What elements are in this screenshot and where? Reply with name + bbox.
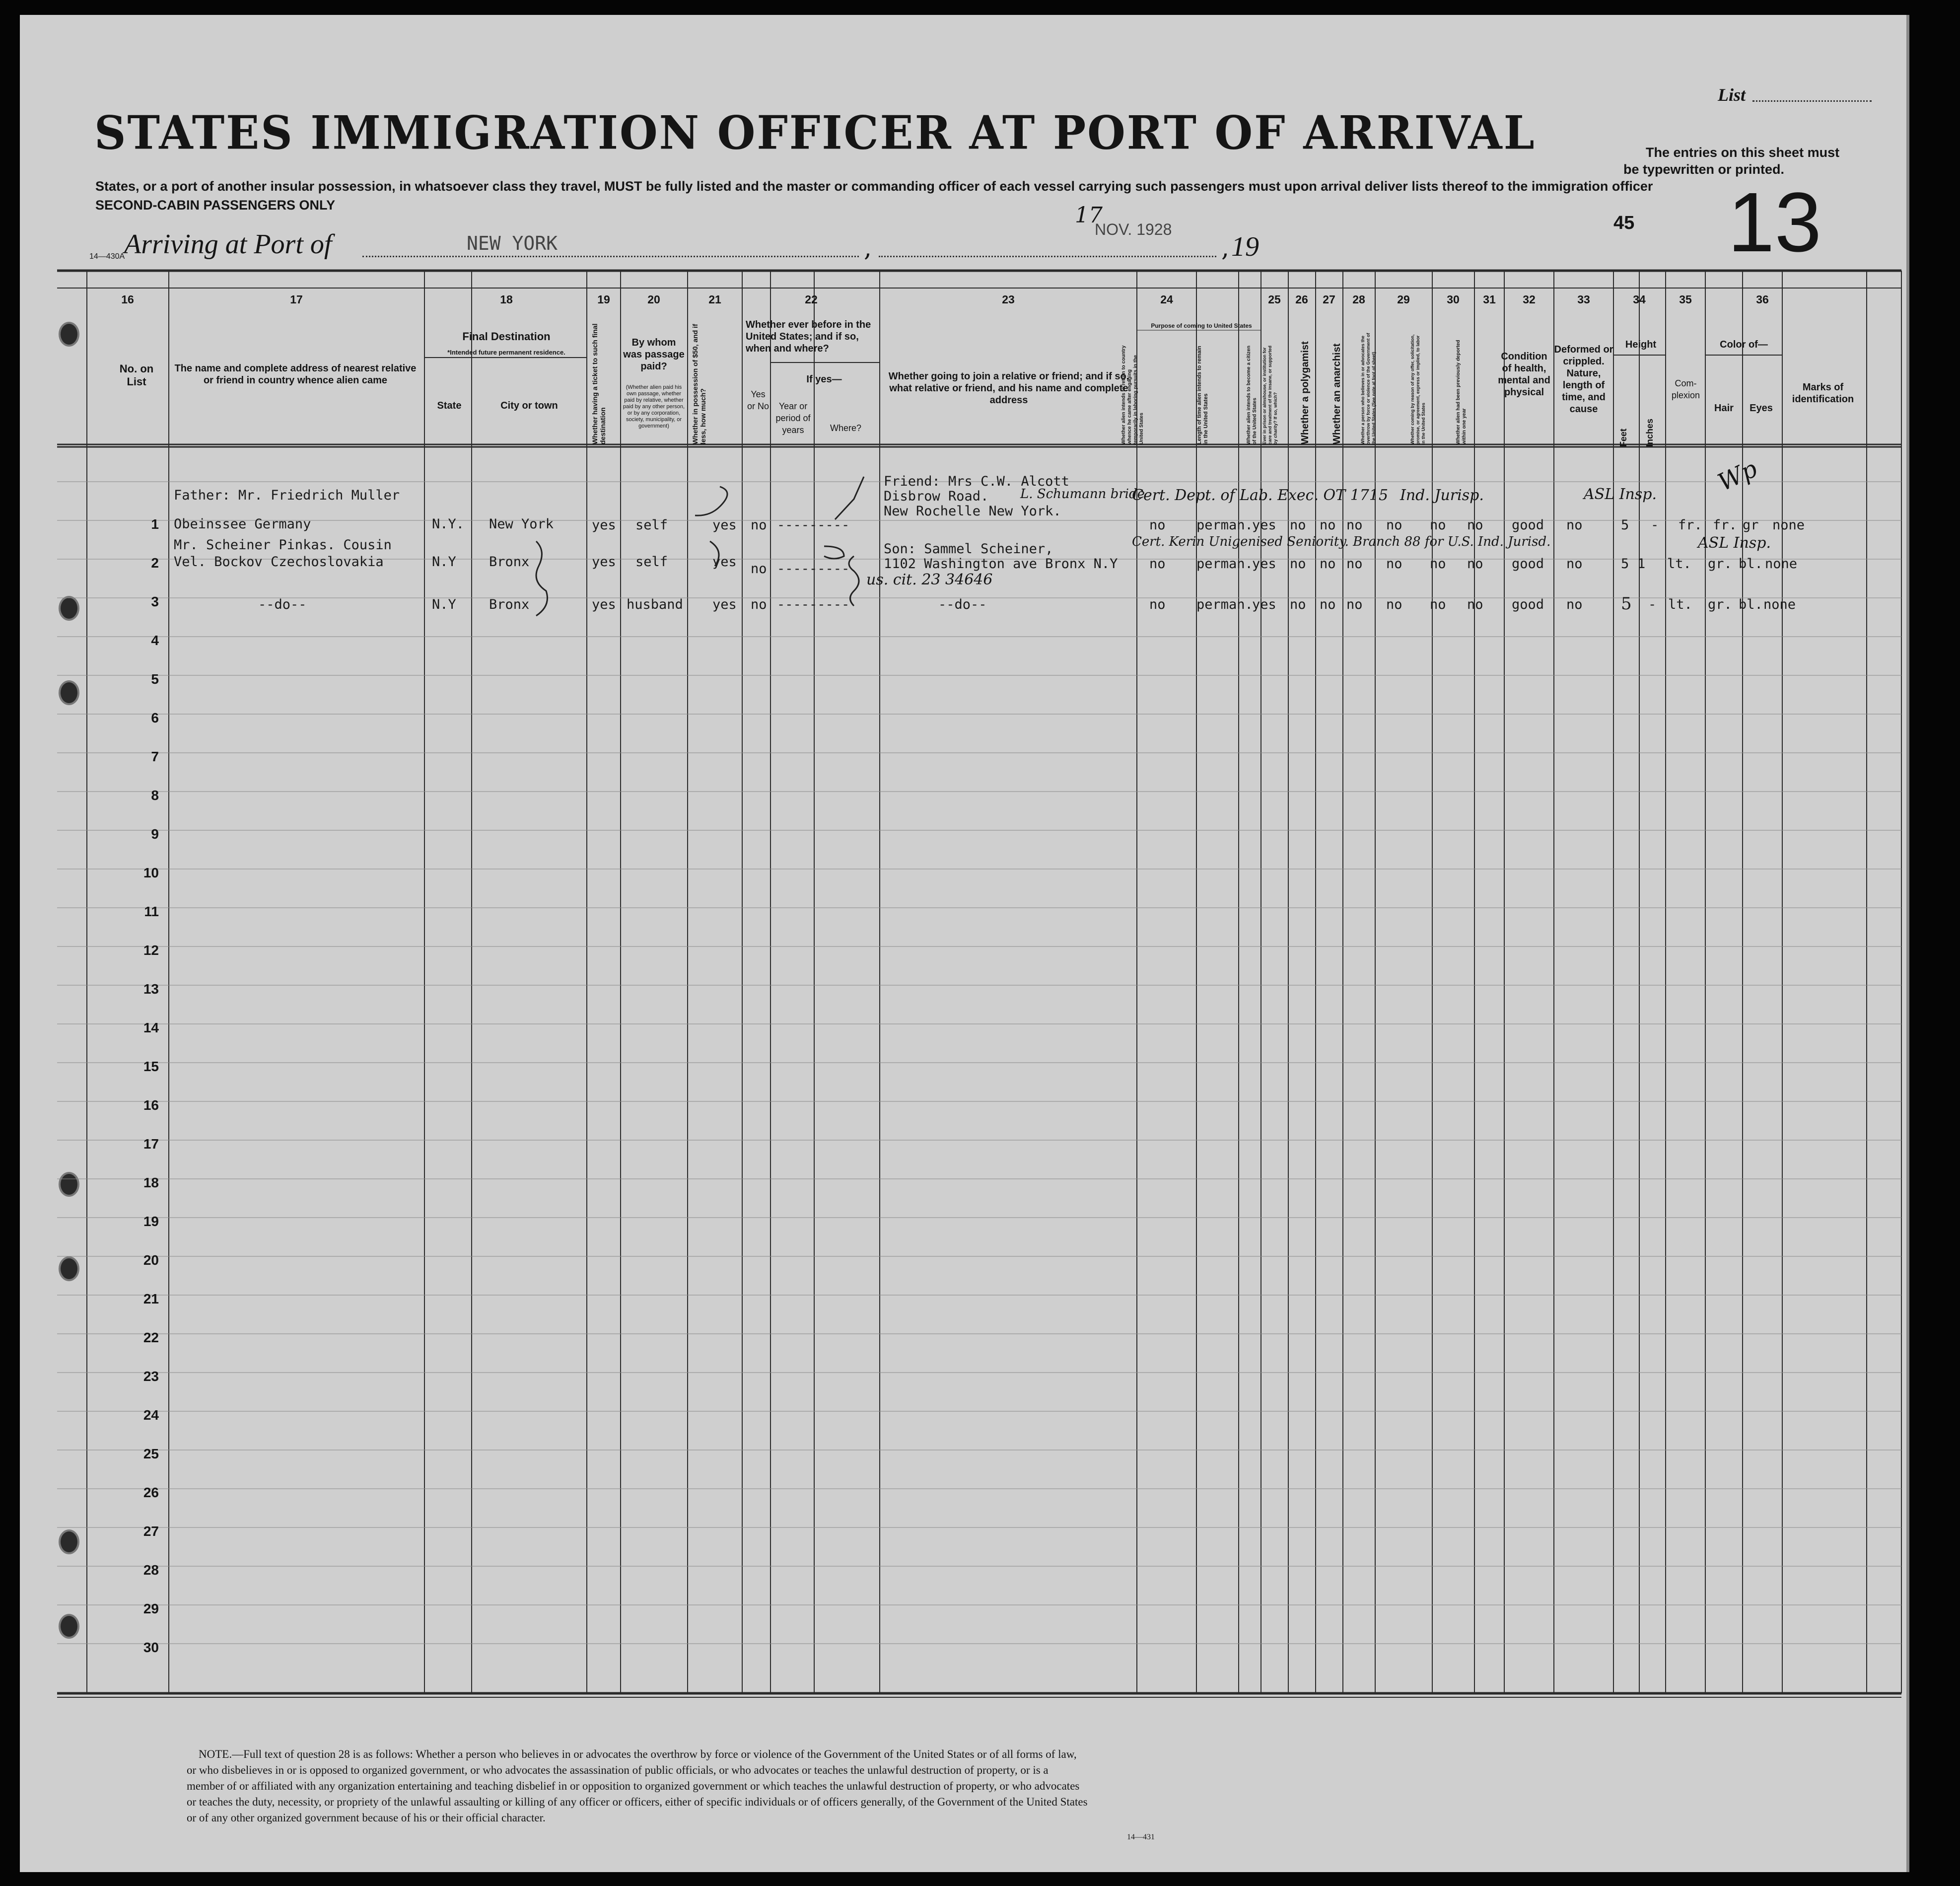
column-number-21: 21 (708, 293, 721, 306)
header-c33-inches: Inches (1645, 418, 1655, 447)
r3-feet: 5 (1621, 594, 1632, 614)
column-number-35: 35 (1679, 293, 1692, 306)
r3-ticket: yes (592, 597, 616, 612)
r2-marks: none (1765, 556, 1798, 572)
column-number-30: 30 (1447, 293, 1460, 306)
r2-offer: no (1430, 556, 1446, 572)
header-c36: Marks of identification (1792, 382, 1854, 405)
header-c29: Whether coming by reason of any offer, solicitation, promise, or agreement, express or implied, to labor in the United States (1410, 334, 1426, 444)
r2-before: no (751, 561, 767, 577)
r3-eyes: bl. (1739, 597, 1763, 612)
r3-health: good (1512, 597, 1544, 612)
r1-deformed: no (1566, 517, 1583, 533)
header-c24: Purpose of coming to United States (1151, 322, 1252, 329)
page-title: STATES IMMIGRATION OFFICER AT PORT OF ARRIVAL (94, 105, 1536, 160)
r3-money: yes (712, 597, 737, 612)
row-number-2: 2 (151, 555, 159, 571)
r1-complexion: fr. (1678, 517, 1702, 533)
header-c30: Whether alien had been previously deported within one year (1456, 340, 1467, 444)
r2-citizen: yes (1252, 556, 1276, 572)
header-c20-note: (Whether alien paid his own passage, whether paid by relative, whether paid by any other person, or by any corporation, society, municipality, or government) (623, 384, 685, 429)
column-number-32: 32 (1523, 293, 1536, 306)
row-number-15: 15 (143, 1059, 159, 1074)
header-c18-note: *Intended future permanent residence. (447, 349, 565, 356)
r1-anarchist: no (1346, 517, 1363, 533)
header-c34: Com-plexion (1671, 378, 1700, 400)
row-number-5: 5 (151, 671, 159, 687)
column-number-34: 34 (1633, 293, 1646, 306)
list-number: 13 (1728, 175, 1822, 270)
form-code: 14—430A (89, 252, 125, 261)
row-number-30: 30 (143, 1640, 159, 1655)
r2-city: Bronx (489, 554, 530, 570)
row-number-24: 24 (143, 1407, 159, 1423)
r2-length: perman. (1196, 556, 1253, 572)
r3-deported: no (1467, 597, 1483, 612)
footer-form-code: 14—431 (1127, 1833, 1155, 1841)
r1-offer: no (1430, 517, 1446, 533)
r3-offer: no (1430, 597, 1446, 612)
r1-hair: fr. (1713, 517, 1737, 533)
row-number-12: 12 (143, 943, 159, 958)
row-number-25: 25 (143, 1446, 159, 1461)
r1-feet: 5 (1621, 517, 1629, 533)
header-c24b: Length of time alien intends to remain in the United States (1196, 346, 1209, 444)
r2-join-2: 1102 Washington ave Bronx N.Y (884, 556, 1118, 572)
r1-inches: - (1651, 517, 1659, 533)
row-number-16: 16 (143, 1097, 159, 1113)
row1-inspector-note-b: Ind. Jurisp. (1400, 487, 1484, 504)
footer-note-line: or of any other organized government because of his or their official character. (187, 1812, 546, 1824)
footer-note-line: or who disbelieves in or is opposed to organized government, or who advocates the assassination of public officials, or who advocates or teaches the unlawful destruction of property, or is a (187, 1764, 1049, 1776)
r1-city: New York (489, 516, 554, 532)
r1-join-1: Friend: Mrs C.W. Alcott (884, 474, 1069, 489)
r2-return: no (1149, 556, 1166, 572)
r3-return: no (1149, 597, 1166, 612)
r2-relative-addr: Vel. Bockov Czechoslovakia (174, 554, 384, 570)
column-number-23: 23 (1002, 293, 1015, 306)
header-c18-city: City or town (500, 400, 558, 411)
r3-before: no (751, 597, 767, 612)
r3-length: perman. (1196, 597, 1253, 612)
column-number-31: 31 (1483, 293, 1496, 306)
row-number-4: 4 (151, 633, 159, 648)
column-number-29: 29 (1397, 293, 1410, 306)
r1-polygamist: no (1320, 517, 1336, 533)
r2-eyes: bl. (1739, 556, 1763, 572)
r1-health: good (1512, 517, 1544, 533)
r3-join: --do-- (938, 597, 987, 612)
r2-state: N.Y (432, 554, 456, 570)
column-number-20: 20 (647, 293, 660, 306)
column-number-27: 27 (1323, 293, 1335, 306)
r3-relative: --do-- (258, 597, 307, 612)
row-number-10: 10 (143, 865, 159, 880)
date-hand: 17 (1075, 203, 1103, 228)
r3-q28: no (1386, 597, 1402, 612)
row-number-19: 19 (143, 1214, 159, 1229)
row-number-18: 18 (143, 1175, 159, 1190)
header-c23: Whether going to join a relative or friend; and if so, what relative or friend, and his name and complete address (888, 371, 1129, 406)
typewritten-instruction: The entries on this sheet must (1646, 145, 1840, 160)
list-label: List (1718, 85, 1746, 105)
c35-stamp: Wp (1713, 454, 1762, 497)
r2-anarchist: no (1346, 556, 1363, 572)
row1-height-note: ASL Insp. (1584, 486, 1657, 503)
r1-join-2: Disbrow Road. (884, 489, 989, 504)
row-number-9: 9 (151, 826, 159, 842)
column-number-24: 24 (1160, 293, 1173, 306)
row-number-6: 6 (151, 710, 159, 725)
header-c17: The name and complete address of nearest relative or friend in country whence alien came (174, 363, 417, 386)
column-number-16: 16 (121, 293, 134, 306)
header-instruction-line: States, or a port of another insular possession, in whatsoever class they travel, MUST be fully listed and the master or commanding officer of each vessel carrying such passengers must upon arrival deliver lists thereof to the immigration officer (95, 179, 1653, 194)
row-number-14: 14 (143, 1020, 159, 1035)
r3-deformed: no (1566, 597, 1583, 612)
r3-inches: - (1648, 597, 1657, 612)
r2-polygamist: no (1320, 556, 1336, 572)
r1-prison: no (1290, 517, 1306, 533)
row-number-28: 28 (143, 1562, 159, 1578)
r2-join-hand: us. cit. 23 34646 (866, 571, 993, 588)
port-stamp: NEW YORK (467, 232, 558, 254)
manifest-sheet: List STATES IMMIGRATION OFFICER AT PORT OF ARRIVAL States, or a port of another insular possession, in whatsoever class they travel, MUST be fully listed and the master or commanding officer of each vessel carrying such passengers must upon arrival deliver lists thereof to the immigration officer SECOND-CABIN PASSENGERS ONLY The entries on this sheet must be typewritten or printed. 45 13 14—430A Arriving at Port of NEW YORK , 17 NOV. 1928 , 19 16 17 18 19 20 21 22 23 24 25 26 27 28 29 30 31 32 33 34 35 36 No. on List The name and complete address of nearest relative or friend in country whence alien came Final Destination *Intended future permanent residence. State City or town By whom was passage paid? (Whether alien paid his own passage, whether paid by relative, whether paid by any other person, or by any corporation, society, municipality, or government) Whether ever before in the United States; and if so, when and where? Yes or No If yes— Year or period of years Where? Whether going to join a relative or friend; and if so, what relative or friend, and his name and complete address Purpose of coming to United States Condition of health, mental and physical Deformed or crippled. Nature, length of time, and cause Height Com-plexion Color of— Hair Eyes Marks of identification Whether having a ticket to such final destination Whether in possession of $50, and if less, how much? Whether alien intends to return to country whence he came after engaging temporarily in laboring pursuits in the United States Length of time alien intends to remain in the United States Whether alien intends to become a citizen of the United States Ever in prison or almshouse, or institution for care and treatment of the insane, or supported by charity? If so, which? Whether a polygamist Whether an anarchist Whether a person who believes in or advocates the overthrow by force or violence of the Government of the United States (See note at foot of sheet) Whether coming by reason of any offer, solicitation, promise, or agreement, express or implied, to labor in the United States Whether alien had been previously deported within one year Feet Inches 1 2 3 4 5 6 7 8 9 10 11 12 13 14 15 16 17 18 19 20 21 22 23 24 25 26 27 28 29 30 Father: Mr. Friedrich Muller Obeinssee Germany N.Y. New York yes self yes no --------- Friend: Mrs C.W. Alcott Disbrow Road. New Rochelle New York. L. Schumann bride no perman. yes no no no no no no good no 5 - fr. fr. gr none Mr. Scheiner Pinkas. Cousin Vel. Bockov Czechoslovakia N.Y Bronx yes self yes no --------- Son: Sammel Scheiner, 1102 Washington ave Bronx N.Y us. cit. 23 34646 no perman. yes no no no no no no good no 5 1 lt. gr. bl. none --do-- N.Y Bronx yes husband yes no --------- --do-- no perman. yes no no no no no no good no 5 - lt. gr. bl. none Cert. Dept. of Lab. Exec. OT 1715 Ind. Jurisp. ASL Insp. Cert. Kerin Unigenised Seniority. Branch 88 for U.S. Ind. Jurisd. ASL Insp. Wp NOTE.—Full text of question 28 is as follows: Whether a person who believes in or advocates the overthrow by force or violence of the Government of the United States or of all forms of law, or who disbelieves in or is opposed to organized government, or who advocates the assassination of public officials, or who advocates or teaches the unlawful destruction of property, or is a member of or affiliated with any organization entertaining and teaching disbelief in or opposition to organized government or which teaches the unlawful destruction of property, or who advocates or teaches the duty, necessity, or propriety of the unlawful assaulting or killing of any officer or officers, either of specific individuals or of officers generally, of the Government of the United States or of any other organized government because of his or their official character. 14—431 (20, 15, 1909, 1872)
row-number-7: 7 (151, 749, 159, 764)
r2-money: yes (712, 554, 737, 570)
r2-paid-by: self (635, 554, 668, 570)
header-c18: Final Destination (462, 330, 551, 343)
r3-state: N.Y (432, 597, 456, 612)
row-number-8: 8 (151, 788, 159, 803)
r1-state: N.Y. (432, 516, 465, 532)
header-c20: By whom was passage paid? (623, 337, 685, 372)
column-number-28: 28 (1352, 293, 1365, 306)
r1-before: no (751, 517, 767, 533)
row-number-3: 3 (151, 594, 159, 609)
column-number-19: 19 (597, 293, 610, 306)
page-count: 45 (1613, 213, 1635, 233)
header-c22-yesno: Yes or No (747, 389, 769, 411)
header-c21: Whether in possession of $50, and if less, how much? (691, 324, 707, 444)
r1-ticket: yes (592, 517, 616, 533)
r1-join-hand: L. Schumann bride (1020, 487, 1145, 502)
header-c22: Whether ever before in the United States; and if so, when and where? (746, 319, 871, 354)
r2-q28: no (1386, 556, 1402, 572)
header-c28: Whether a person who believes in or advocates the overthrow by force or violence of the Government of the United States (See note at foot of sheet) (1360, 333, 1376, 444)
r2-complexion: lt. (1667, 556, 1691, 572)
header-c35-hair: Hair (1714, 403, 1734, 414)
header-c22-ifyes: If yes— (806, 374, 842, 385)
r1-marks: none (1772, 517, 1805, 533)
header-class-line: SECOND-CABIN PASSENGERS ONLY (95, 198, 336, 213)
footer-note-line: or teaches the duty, necessity, or propriety of the unlawful assaulting or killing of any officer or officers, either of specific individuals or of officers generally, of the Government of the United States (187, 1796, 1088, 1808)
r1-q28: no (1386, 517, 1402, 533)
r1-relative-addr: Obeinssee Germany (174, 516, 311, 532)
r3-prison: no (1290, 597, 1306, 612)
header-c22-where: Where? (830, 423, 862, 433)
r1-length: perman. (1196, 517, 1253, 533)
row2-height-note: ASL Insp. (1698, 534, 1771, 552)
row-number-23: 23 (143, 1369, 159, 1384)
header-c32: Deformed or crippled. Nature, length of time, and cause (1554, 344, 1613, 415)
typewritten-instruction: be typewritten or printed. (1623, 162, 1785, 177)
header-c24a: Whether alien intends to return to country whence he came after engaging temporarily in laboring pursuits in the United States (1121, 345, 1144, 444)
row-number-27: 27 (143, 1523, 159, 1539)
header-c33-feet: Feet (1618, 428, 1628, 447)
r3-citizen: yes (1252, 597, 1276, 612)
column-number-25: 25 (1268, 293, 1281, 306)
header-c33: Height (1625, 339, 1657, 350)
r2-prison: no (1290, 556, 1306, 572)
header-c22-years: Year or period of years (775, 401, 811, 435)
r3-anarchist: no (1346, 597, 1363, 612)
r1-money: yes (712, 517, 737, 533)
header-c35-eyes: Eyes (1750, 403, 1773, 414)
r2-health: good (1512, 556, 1544, 572)
footer-note-line: NOTE.—Full text of question 28 is as follows: Whether a person who believes in or advocates the overthrow by force or violence of the Government of the United States or of all forms of law, (199, 1748, 1077, 1760)
r2-deformed: no (1566, 556, 1583, 572)
row2-inspector-note: Cert. Kerin Unigenised Seniority. Branch 88 for U.S. Ind. Jurisd. (1132, 534, 1551, 549)
r2-hair: gr. (1708, 556, 1732, 572)
r2-inches: 1 (1637, 556, 1646, 572)
row-number-1: 1 (151, 516, 159, 532)
r3-complexion: lt. (1668, 597, 1692, 612)
r2-ticket: yes (592, 554, 616, 570)
header-c31: Condition of health, mental and physical (1498, 351, 1550, 398)
row-number-13: 13 (143, 981, 159, 997)
column-number-17: 17 (290, 293, 303, 306)
header-c25: Ever in prison or almshouse, or institution for care and treatment of the insane, or supported by charity? If so, which? (1262, 345, 1278, 444)
r2-deported: no (1467, 556, 1483, 572)
column-number-33: 33 (1577, 293, 1590, 306)
row-number-22: 22 (143, 1330, 159, 1345)
row-number-20: 20 (143, 1252, 159, 1268)
row-number-29: 29 (143, 1601, 159, 1616)
year-prefix: 19 (1231, 231, 1259, 262)
header-c19: Whether having a ticket to such final destination (591, 323, 607, 444)
r1-return: no (1149, 517, 1166, 533)
r3-hair: gr. (1708, 597, 1732, 612)
row1-inspector-note: Cert. Dept. of Lab. Exec. OT 1715 (1132, 487, 1389, 504)
row-number-11: 11 (144, 904, 159, 919)
column-number-36: 36 (1756, 293, 1769, 306)
r2-feet: 5 (1621, 556, 1629, 572)
header-c18-state: State (437, 400, 462, 411)
r2-relative: Mr. Scheiner Pinkas. Cousin (174, 537, 392, 553)
row-number-17: 17 (143, 1136, 159, 1152)
row-number-26: 26 (143, 1485, 159, 1500)
r1-paid-by: self (635, 517, 668, 533)
r3-polygamist: no (1320, 597, 1336, 612)
column-number-18: 18 (500, 293, 513, 306)
r1-eyes: gr (1743, 517, 1759, 533)
r3-city: Bronx (489, 597, 530, 612)
r1-citizen: yes (1252, 517, 1276, 533)
r3-marks: none (1763, 597, 1796, 612)
row-number-21: 21 (143, 1291, 159, 1306)
arriving-label: Arriving at Port of (124, 229, 332, 260)
r1-join-3: New Rochelle New York. (884, 504, 1061, 519)
header-c27: Whether an anarchist (1331, 343, 1342, 444)
header-c35: Color of— (1720, 339, 1768, 350)
column-number-26: 26 (1295, 293, 1308, 306)
r1-deported: no (1467, 517, 1483, 533)
footer-note-line: member of or affiliated with any organization entertaining and teaching disbelief in or opposition to organized government or which teaches the unlawful destruction of property, or who advocates (187, 1780, 1080, 1792)
header-c26: Whether a polygamist (1300, 341, 1311, 444)
header-c16: No. on List (119, 363, 154, 388)
column-number-22: 22 (805, 293, 818, 306)
header-c24c: Whether alien intends to become a citizen of the United States (1246, 346, 1258, 444)
r2-join-1: Son: Sammel Scheiner, (884, 541, 1053, 557)
r1-relative: Father: Mr. Friedrich Muller (174, 488, 400, 503)
date-stamp: NOV. 1928 (1095, 220, 1172, 238)
r3-paid-by: husband (627, 597, 683, 612)
